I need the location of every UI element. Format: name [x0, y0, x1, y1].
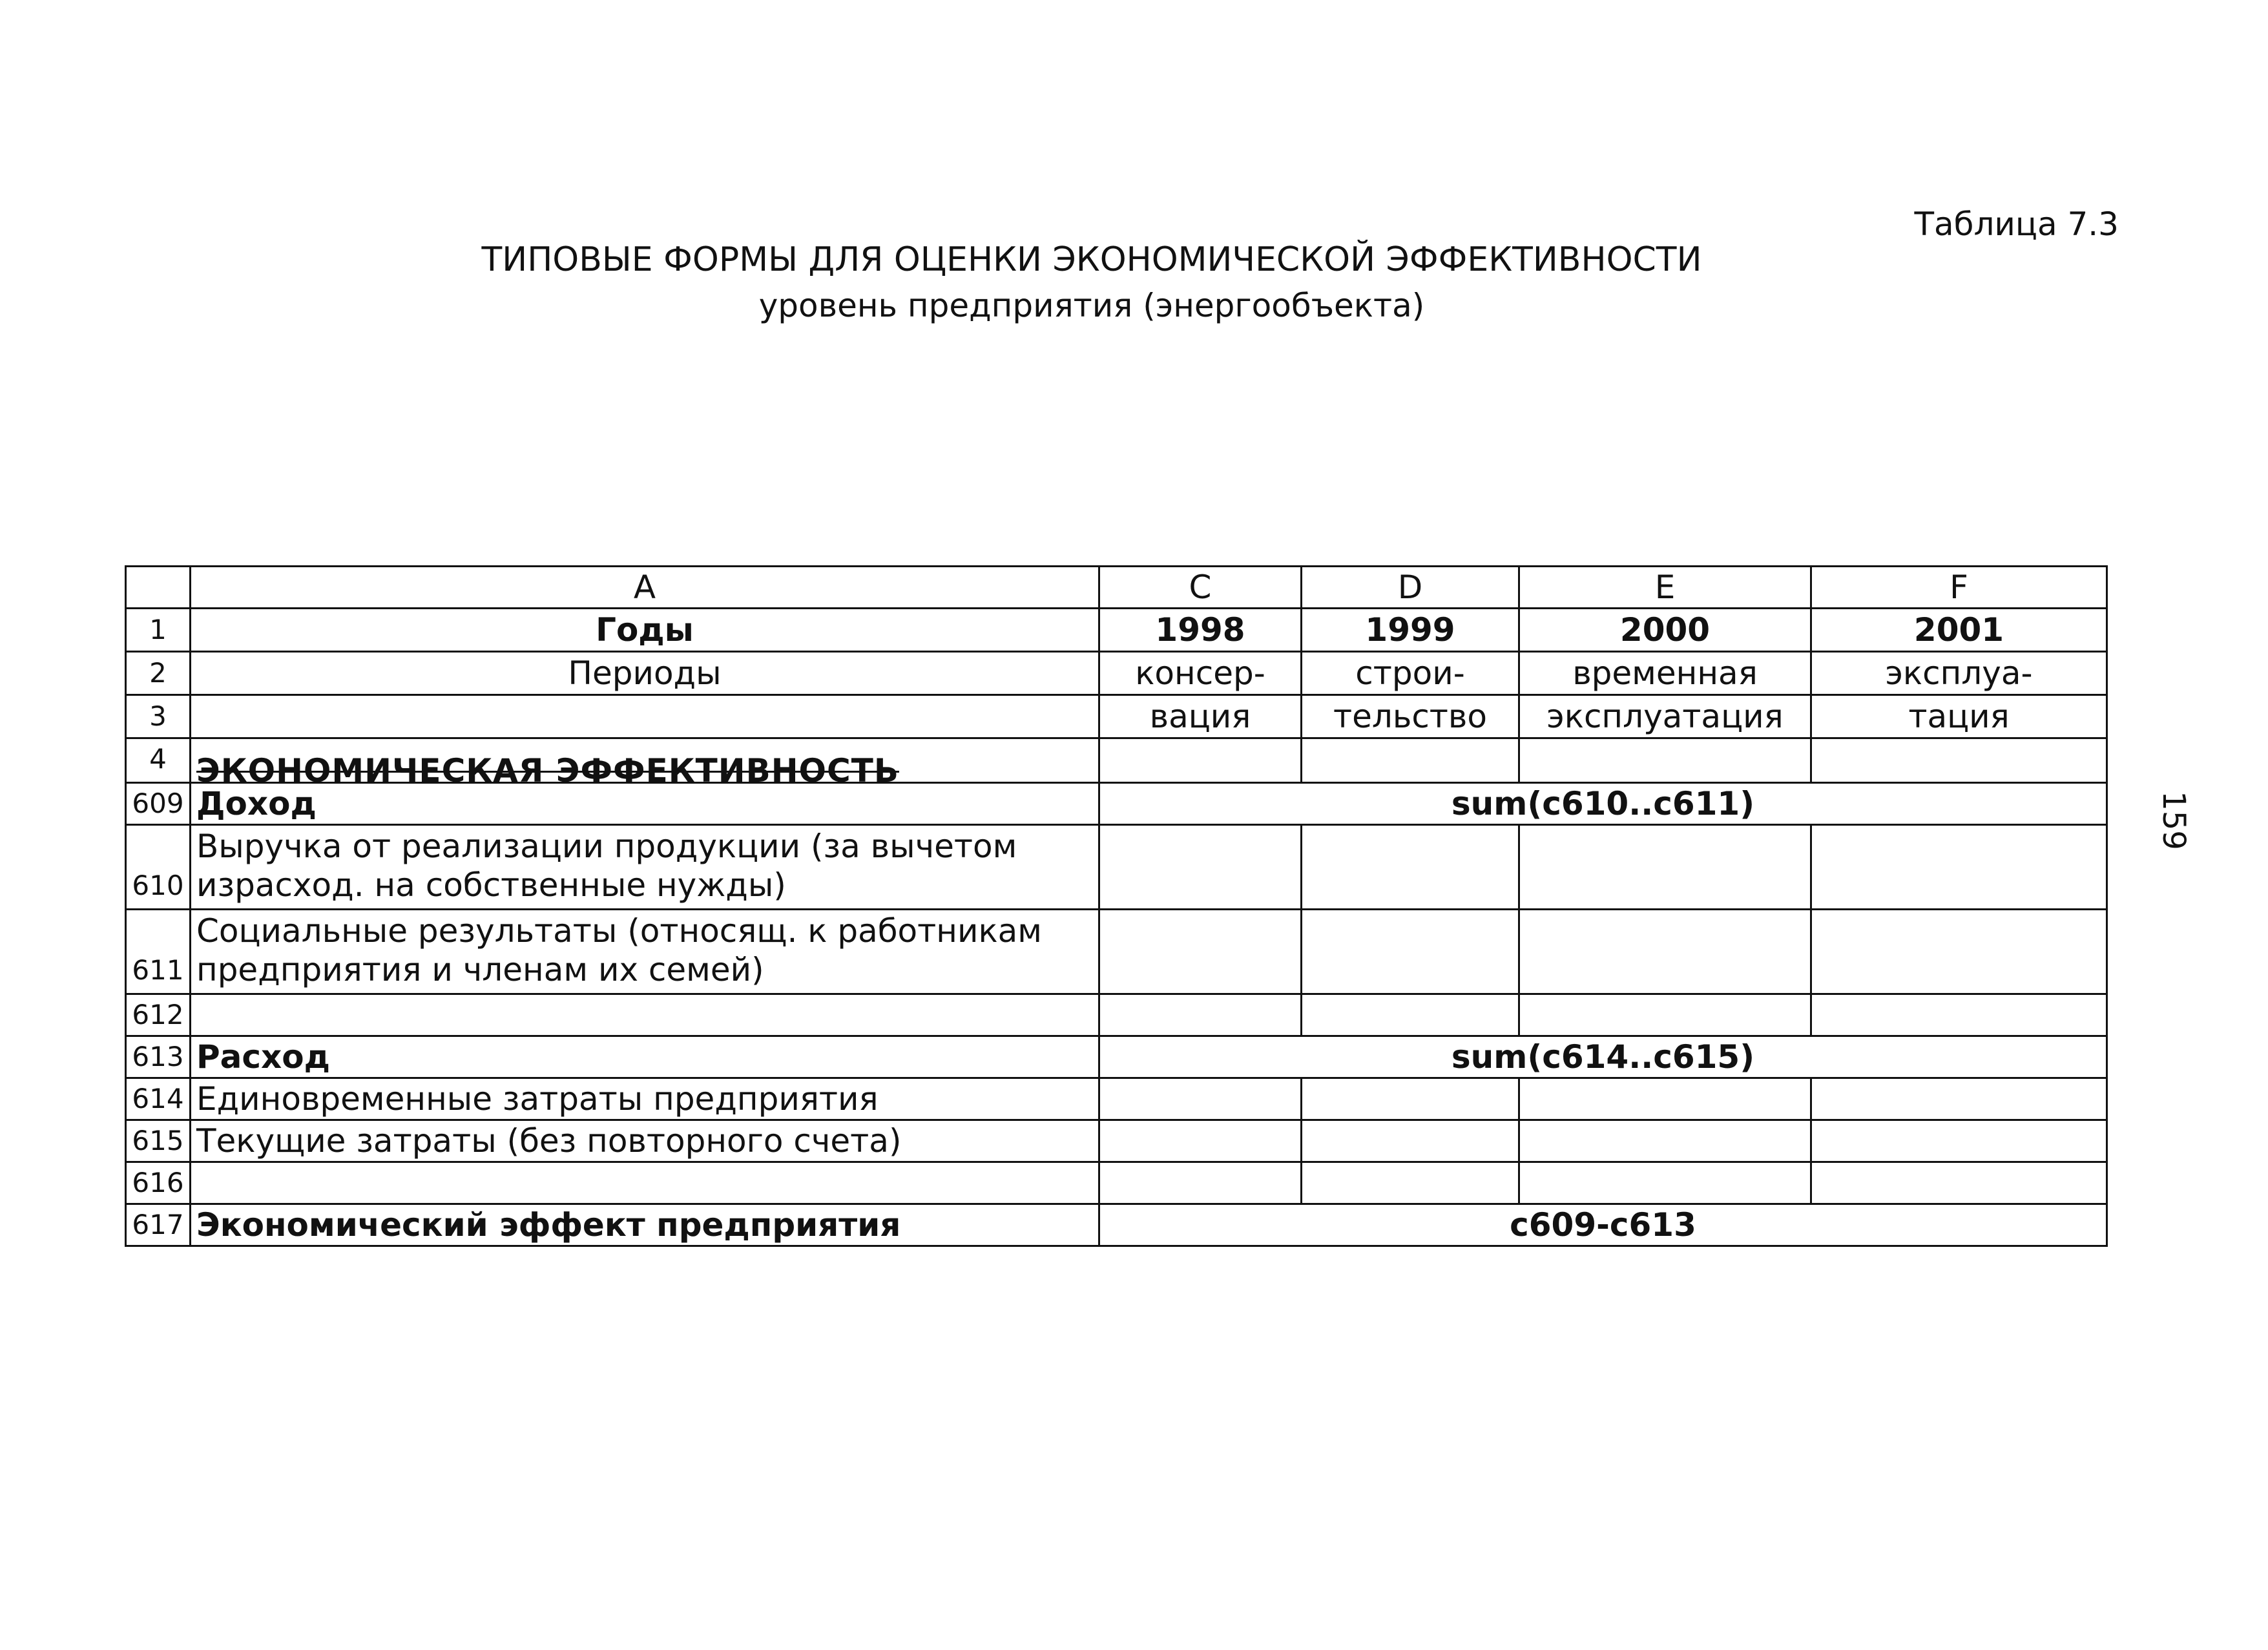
column-header-f: F: [1811, 567, 2107, 609]
row-number: 611: [126, 910, 191, 994]
period-cell: эксплуатация: [1519, 695, 1811, 738]
empty-cell: [1099, 994, 1302, 1036]
empty-cell: [1811, 738, 2107, 783]
empty-cell: [1302, 1162, 1519, 1204]
empty-cell: [1099, 1078, 1302, 1120]
empty-cell: [1302, 738, 1519, 783]
table-row: [126, 1036, 2107, 1078]
period-cell: тация: [1811, 695, 2107, 738]
year-cell: 2001: [1811, 609, 2107, 652]
row-number: 613: [126, 1036, 191, 1078]
empty-cell: [1811, 910, 2107, 994]
empty-cell: [1099, 738, 1302, 783]
empty-cell: [1519, 1120, 1811, 1162]
empty-cell: [1302, 825, 1519, 910]
period-cell: тельство: [1302, 695, 1519, 738]
row-label: Выручка от реализации продукции (за вычетом израсход. на собственные нужды): [191, 825, 1099, 910]
year-cell: 1999: [1302, 609, 1519, 652]
row-label: Единовременные затраты предприятия: [191, 1078, 1099, 1120]
row-label: Доход: [191, 783, 1099, 825]
periods-label: Периоды: [191, 652, 1099, 695]
row-number: 617: [126, 1204, 191, 1246]
period-cell: консер-: [1099, 652, 1302, 695]
empty-cell: [1302, 994, 1519, 1036]
empty-cell: [1519, 738, 1811, 783]
empty-cell: [1811, 825, 2107, 910]
row-label: [191, 1162, 1099, 1204]
row-number: 2: [126, 652, 191, 695]
years-label: Годы: [191, 609, 1099, 652]
period-cell: вация: [1099, 695, 1302, 738]
row-number: 609: [126, 783, 191, 825]
economic-efficiency-table: [125, 565, 2108, 1247]
page-number: 159: [2156, 791, 2192, 850]
formula-cell: sum(c614..c615): [1099, 1036, 2107, 1078]
period-cell: строи-: [1302, 652, 1519, 695]
row-number: 614: [126, 1078, 191, 1120]
row-label: Текущие затраты (без повторного счета): [191, 1120, 1099, 1162]
row-number: 610: [126, 825, 191, 910]
table-row: [126, 695, 2107, 738]
row-number: 616: [126, 1162, 191, 1204]
table-row: [126, 994, 2107, 1036]
year-cell: 2000: [1519, 609, 1811, 652]
empty-cell: [1519, 1162, 1811, 1204]
table-number: Таблица 7.3: [1914, 205, 2119, 243]
empty-cell: [191, 695, 1099, 738]
table-row: [126, 1204, 2107, 1246]
table-row: [126, 738, 2107, 783]
section-title: ЭКОНОМИЧЕСКАЯ ЭФФЕКТИВНОСТЬ: [196, 752, 899, 789]
empty-cell: [1519, 1078, 1811, 1120]
column-header-c: C: [1099, 567, 1302, 609]
empty-cell: [1302, 1078, 1519, 1120]
empty-cell: [1811, 994, 2107, 1036]
row-label: Экономический эффект предприятия: [191, 1204, 1099, 1246]
table-row: [126, 1120, 2107, 1162]
empty-cell: [1811, 1162, 2107, 1204]
row-label: [191, 994, 1099, 1036]
year-cell: 1998: [1099, 609, 1302, 652]
period-cell: временная: [1519, 652, 1811, 695]
column-header-e: E: [1519, 567, 1811, 609]
row-number: 4: [126, 738, 191, 783]
row-number: 612: [126, 994, 191, 1036]
empty-cell: [1519, 910, 1811, 994]
empty-cell: [1811, 1120, 2107, 1162]
column-header-row: [126, 567, 2107, 609]
table-row: [126, 652, 2107, 695]
empty-cell: [1519, 825, 1811, 910]
row-label: Социальные результаты (относящ. к работникам предприятия и членам их семей): [191, 910, 1099, 994]
table-row: [126, 609, 2107, 652]
row-number: 3: [126, 695, 191, 738]
empty-cell: [1519, 994, 1811, 1036]
empty-cell: [1099, 1162, 1302, 1204]
document-title: ТИПОВЫЕ ФОРМЫ ДЛЯ ОЦЕНКИ ЭКОНОМИЧЕСКОЙ ЭФФЕКТИВНОСТИ: [481, 240, 1702, 279]
table-row: [126, 1078, 2107, 1120]
period-cell: эксплуа-: [1811, 652, 2107, 695]
formula-cell: c609-c613: [1099, 1204, 2107, 1246]
column-header-d: D: [1302, 567, 1519, 609]
row-number: 1: [126, 609, 191, 652]
column-header-a: A: [191, 567, 1099, 609]
formula-cell: sum(c610..c611): [1099, 783, 2107, 825]
table-row: [126, 825, 2107, 910]
document-subtitle: уровень предприятия (энергообъекта): [758, 287, 1425, 324]
row-label: Расход: [191, 1036, 1099, 1078]
table-row: [126, 1162, 2107, 1204]
empty-cell: [1099, 910, 1302, 994]
table-row: [126, 910, 2107, 994]
section-cell: [191, 738, 1099, 789]
empty-cell: [1811, 1078, 2107, 1120]
empty-cell: [1099, 1120, 1302, 1162]
corner-cell: [126, 567, 191, 609]
empty-cell: [1099, 825, 1302, 910]
empty-cell: [1302, 1120, 1519, 1162]
empty-cell: [1302, 910, 1519, 994]
row-number: 615: [126, 1120, 191, 1162]
